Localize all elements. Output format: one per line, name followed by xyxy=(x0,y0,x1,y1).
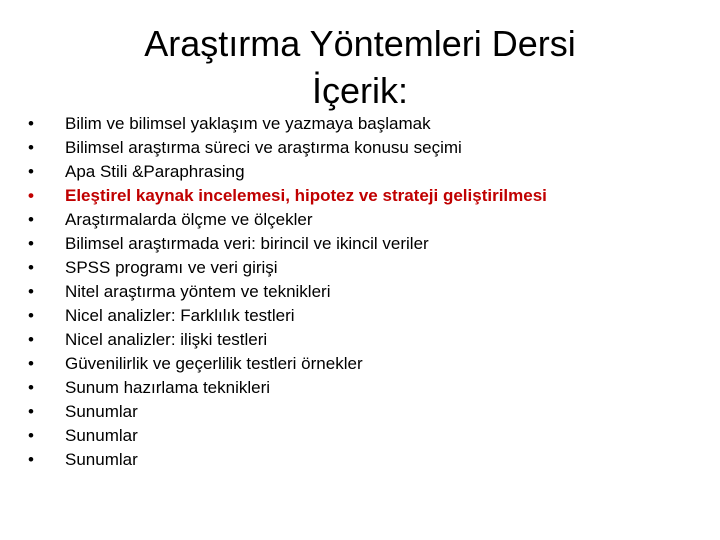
bullet-item xyxy=(28,400,708,424)
bullet-icon: • xyxy=(28,378,34,397)
bullet-item xyxy=(28,304,708,328)
bullet-item xyxy=(28,376,708,400)
bullet-item-text: Sunumlar xyxy=(65,426,138,445)
bullet-item xyxy=(28,448,708,472)
bullet-icon: • xyxy=(28,282,34,301)
bullet-item-text: Nitel araştırma yöntem ve teknikleri xyxy=(65,282,331,301)
bullet-item-text: Güvenilirlik ve geçerlilik testleri örnekler xyxy=(65,354,363,373)
bullet-icon: • xyxy=(28,426,34,445)
bullet-item-text: Sunumlar xyxy=(65,402,138,421)
slide-title-line-1: Araştırma Yöntemleri Dersi xyxy=(144,23,576,64)
bullet-item xyxy=(28,280,708,304)
bullet-item xyxy=(28,160,708,184)
bullet-item xyxy=(28,232,708,256)
bullet-icon: • xyxy=(28,210,34,229)
bullet-item-text: Bilim ve bilimsel yaklaşım ve yazmaya başlamak xyxy=(65,114,431,133)
bullet-item-text: Araştırmalarda ölçme ve ölçekler xyxy=(65,210,313,229)
bullet-item-text: Sunumlar xyxy=(65,450,138,469)
bullet-item-text: SPSS programı ve veri girişi xyxy=(65,258,278,277)
bullet-item-text: Apa Stili &Paraphrasing xyxy=(65,162,245,181)
bullet-item-text: Nicel analizler: Farklılık testleri xyxy=(65,306,295,325)
bullet-icon: • xyxy=(28,138,34,157)
bullet-icon: • xyxy=(28,450,34,469)
bullet-item xyxy=(28,352,708,376)
bullet-item-text: Nicel analizler: ilişki testleri xyxy=(65,330,268,349)
bullet-icon: • xyxy=(28,354,34,373)
bullet-item xyxy=(28,328,708,352)
bullet-item-highlighted xyxy=(28,184,708,208)
bullet-icon: • xyxy=(28,330,34,349)
bullet-item xyxy=(28,136,708,160)
bullet-icon: • xyxy=(28,306,34,325)
bullet-item xyxy=(28,208,708,232)
slide-title xyxy=(90,20,630,114)
bullet-icon: • xyxy=(28,114,34,133)
bullet-item-text: Eleştirel kaynak incelemesi, hipotez ve strateji geliştirilmesi xyxy=(65,186,547,205)
content-bullet-list xyxy=(28,112,708,472)
bullet-icon: • xyxy=(28,258,34,277)
slide-title-line-2: İçerik: xyxy=(311,70,408,111)
bullet-item-text: Bilimsel araştırmada veri: birincil ve ikincil veriler xyxy=(65,234,429,253)
bullet-icon: • xyxy=(28,234,34,253)
bullet-item-text: Sunum hazırlama teknikleri xyxy=(65,378,271,397)
bullet-icon: • xyxy=(28,402,34,421)
bullet-icon: • xyxy=(28,162,34,181)
bullet-item-text: Bilimsel araştırma süreci ve araştırma konusu seçimi xyxy=(65,138,462,157)
bullet-icon: • xyxy=(28,186,34,205)
bullet-item xyxy=(28,112,708,136)
bullet-item xyxy=(28,424,708,448)
bullet-item xyxy=(28,256,708,280)
